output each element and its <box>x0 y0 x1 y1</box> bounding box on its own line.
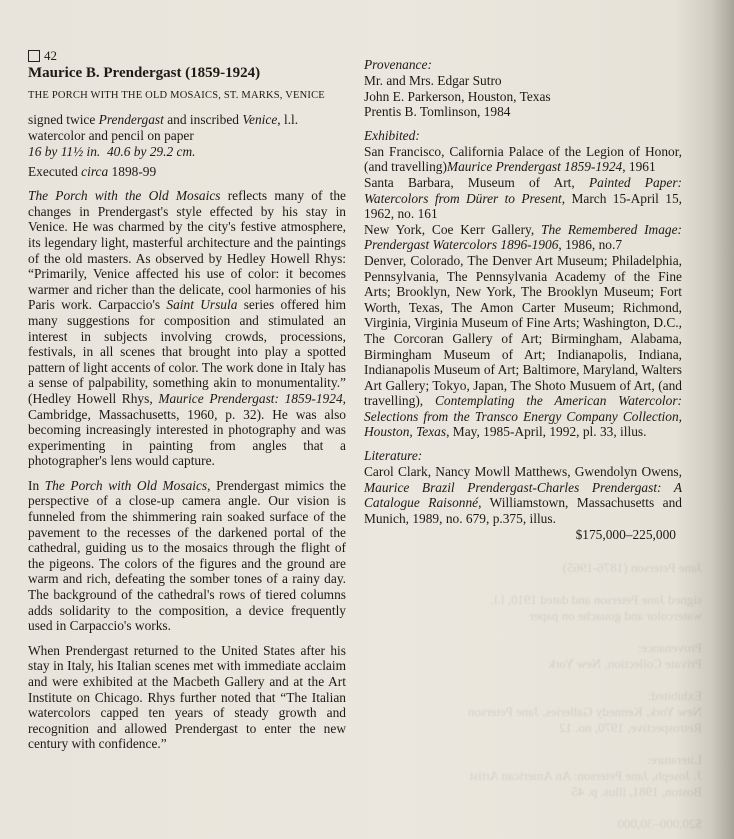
estimate: $175,000–225,000 <box>575 527 676 543</box>
exhibition-entry: Denver, Colorado, The Denver Art Museum; Philadelphia, Pennsylvania, The Pennsylvania Academy of the Fine Arts; Brooklyn, New York, The Brooklyn Museum; Fort Worth, Texas, The Amon Carter Museum; Richmond, Virginia, Virginia Museum of Fine Arts; Washington, D.C., The Corcoran Gallery of Art; Birmingham, Alabama, Birmingham Museum of Art; Indianapolis, Indiana, Indianapolis Museum of Art; Baltimore, Maryland, Walters Art Gallery; Tokyo, Japan, The Shoto Musuem of Art, (and travelling), Contemplating the American Watercolor: Selections from the Transco Energy Company Collection, Houston, Texas, May, 1985-April, 1992, pl. 33, illus. <box>364 252 682 440</box>
dimensions-line: 16 by 11½ in. 40.6 by 29.2 cm. <box>28 143 196 159</box>
artwork-title: THE PORCH WITH THE OLD MOSAICS, ST. MARKS, VENICE <box>28 90 325 101</box>
exhibition-entry: Santa Barbara, Museum of Art, Painted Paper: Watercolors from Dürer to Present, March 15-April 15, 1962, no. 161 <box>364 174 682 222</box>
lot-checkbox[interactable] <box>28 50 40 62</box>
exhibited-label: Exhibited: <box>364 127 420 143</box>
essay-paragraph-1: The Porch with the Old Mosaics reflects many of the changes in Prendergast's style effected by his stay in Venice. He was charmed by the city's festive atmosphere, its legendary light, masterful architecture and the paintings of the old masters. As observed by Hedley Howell Rhys: “Primarily, Venice affected his use of color: it becomes warmer and richer than the delicate, cool harmonies of his Paris work. Carpaccio's Saint Ursula series offered him many suggestions for composition and stimulated an interest in subjects involving crowds, processions, festivals, in all scenes that brought into play a spotted pattern of light accents of color. The work done in Italy has a sense of palpability, something akin to monumentality.” (Hedley Howell Rhys, Maurice Prendergast: 1859-1924, Cambridge, Massachusetts, 1960, p. 32). He was also becoming increasingly interested in photography and was experimenting in painting from angles that a photographer's lens would capture. <box>28 188 347 469</box>
literature-entry: Carol Clark, Nancy Mowll Matthews, Gwendolyn Owens, Maurice Brazil Prendergast-Charles Prendergast: A Catalogue Raisonné, Williamstown, Massachusetts and Munich, 1989, no. 679, p.375, illus. <box>364 464 682 526</box>
lot-header <box>28 48 346 63</box>
medium-line: watercolor and pencil on paper <box>28 127 194 143</box>
provenance-list <box>364 73 682 120</box>
right-column <box>364 57 682 543</box>
provenance-entry: John E. Parkerson, Houston, Texas <box>364 88 551 104</box>
literature-label: Literature: <box>364 448 423 464</box>
exhibition-entry: New York, Coe Kerr Gallery, The Remembered Image: Prendergast Watercolors 1896-1906, 1986, no.7 <box>364 221 682 253</box>
artist-name: Maurice B. Prendergast (1859-1924) <box>28 65 261 81</box>
signature-line: signed twice Prendergast and inscribed Venice, l.l. <box>28 112 299 127</box>
executed-date: Executed circa 1898-99 <box>28 164 157 180</box>
provenance-label: Provenance: <box>364 57 432 72</box>
exhibited-list <box>364 144 682 440</box>
provenance-entry: Mr. and Mrs. Edgar Sutro <box>364 73 502 88</box>
artwork-description <box>28 112 346 159</box>
essay-paragraph-3: When Prendergast returned to the United States after his stay in Italy, his Italian scenes met with immediate acclaim and were exhibited at the Macbeth Gallery and at the Art Institute on Chicago. Rhys further noted that “The Italian watercolors capped ten years of steady growth and recognition and allowed Prendergast to enter the new century with confidence.” <box>28 642 346 752</box>
left-column <box>28 48 346 752</box>
essay-paragraph-2: In The Porch with Old Mosaics, Prendergast mimics the perspective of a close-up camera angle. Our vision is funneled from the shimmering rain soaked surface of the pavement to the recesses of the darkened portal of the cathedral, guiding us to the mosaics through the flight of the pigeons. The colors of the figures and the ground are warm and rich, defeating the somber tones of a rainy day. The background of the cathedral's rows of tiered columns adds solidarity to the composition, a device frequently used in Carpaccio's works. <box>28 477 346 634</box>
provenance-entry: Prentis B. Tomlinson, 1984 <box>364 104 511 120</box>
exhibition-entry: San Francisco, California Palace of the Legion of Honor, (and travelling)Maurice Prendergast 1859-1924, 1961 <box>364 143 682 175</box>
show-through-text: Jane Peterson (1876-1965) signed Jane Peterson and dated 1910, l.l. watercolor and gouache on paper Provenance: Private Collection, New York Exhibited: New York, Kennedy Galleries, Jane Peterson Retrospective, 1970, no. 12 Literature: J. Joseph, Jane Peterson: An American Artist Boston, 1981, illus. p. 45 $20,000–30,000 <box>468 560 702 830</box>
lot-number: 42 <box>44 48 57 63</box>
